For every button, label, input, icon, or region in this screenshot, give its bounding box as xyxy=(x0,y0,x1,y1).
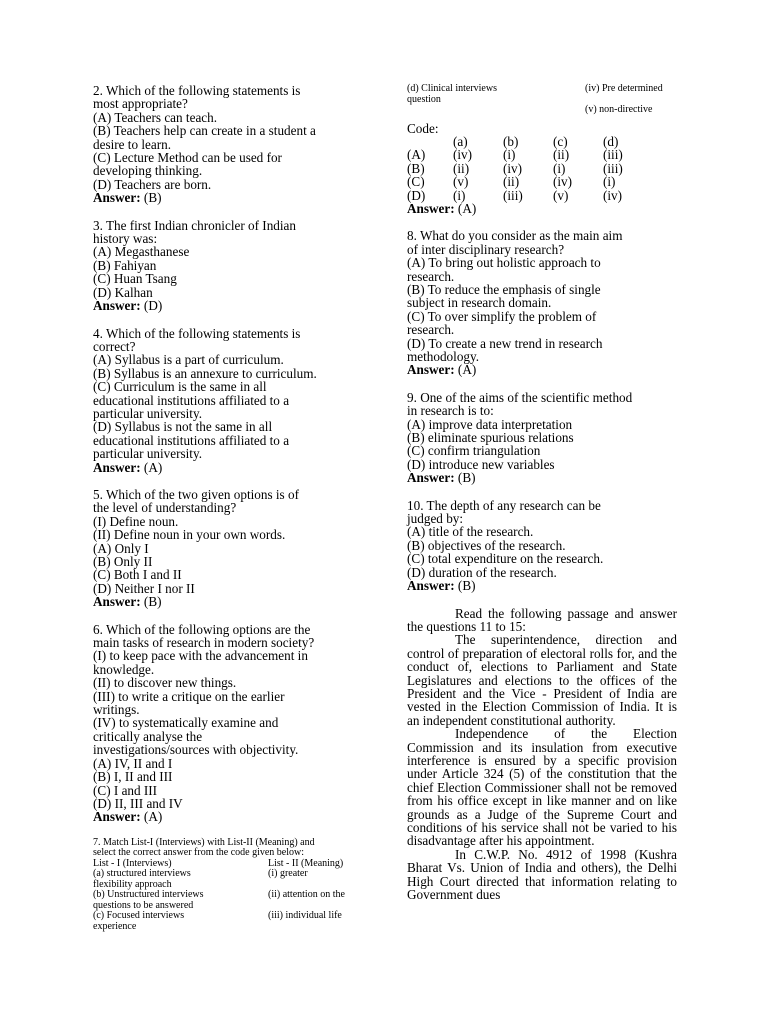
answer-line xyxy=(93,810,355,823)
code-cell: (d) xyxy=(603,133,619,149)
question-9 xyxy=(407,391,677,485)
question-line: (II) to discover new things. xyxy=(93,675,237,691)
answer-label: Answer: xyxy=(407,578,455,594)
question-line: particular university. xyxy=(93,446,203,462)
answer-line xyxy=(93,299,355,312)
list-2-cell: List - II (Meaning) xyxy=(268,857,344,869)
list-2-cell: (iv) Pre determined xyxy=(585,83,663,94)
question-line: in research is to: xyxy=(407,403,494,419)
answer-label: Answer: xyxy=(407,362,455,378)
code-cell: (b) xyxy=(503,133,519,149)
answer-line xyxy=(93,191,355,204)
question-line: (C) I and III xyxy=(93,782,158,798)
question-line: (C) Both I and II xyxy=(93,567,182,583)
list-2-cell xyxy=(268,922,355,933)
question-line: (B) Only II xyxy=(93,554,153,569)
code-cell: (i) xyxy=(603,174,616,190)
code-cell xyxy=(407,135,453,148)
question-line: (B) objectives of the research. xyxy=(407,537,566,553)
question-10 xyxy=(407,499,677,593)
code-cell: (A) xyxy=(407,147,426,163)
question-3 xyxy=(93,219,355,313)
question-6 xyxy=(93,623,355,824)
answer-line xyxy=(407,579,677,592)
question-line: methodology. xyxy=(407,349,480,364)
question-line: judged by: xyxy=(407,511,464,527)
answer-value: (B) xyxy=(454,470,476,486)
code-label: Code: xyxy=(407,120,439,136)
passage-paragraph: In C.W.P. No. 4912 of 1998 (Kushra Bharat Vs. Union of India and others), the Delhi High Court directed that information relating to Government dues xyxy=(407,846,677,903)
question-line: (I) Define noun. xyxy=(93,513,179,529)
answer-value: (A) xyxy=(454,200,477,216)
answer-line xyxy=(407,471,677,484)
answer-line xyxy=(407,363,677,376)
question-4 xyxy=(93,327,355,474)
answer-code-block xyxy=(407,122,677,216)
question-line: history was: xyxy=(93,231,158,247)
answer-value: (B) xyxy=(454,578,476,594)
question-line: main tasks of research in modern society? xyxy=(93,635,315,651)
question-line: (D) Teachers are born. xyxy=(93,176,212,192)
question-line: knowledge. xyxy=(93,661,155,677)
code-row xyxy=(407,175,653,188)
answer-label: Answer: xyxy=(93,809,141,825)
question-7-intro-line: 7. Match List-I (Interviews) with List-II (Meaning) and xyxy=(93,836,315,848)
question-line: (D) Neither I nor II xyxy=(93,580,195,596)
answer-value: (A) xyxy=(454,362,477,378)
question-line: 10. The depth of any research can be xyxy=(407,497,601,513)
code-cell: (B) xyxy=(407,160,425,176)
question-line: (C) To over simplify the problem of xyxy=(407,308,597,324)
question-line: (A) title of the research. xyxy=(407,524,534,540)
list-2-cell: (v) non-directive xyxy=(585,104,653,115)
question-line: research. xyxy=(407,322,455,338)
answer-label: Answer: xyxy=(93,594,141,610)
code-cell: (iv) xyxy=(603,187,623,203)
question-line: (A) IV, II and I xyxy=(93,755,173,771)
question-line: 3. The first Indian chronicler of Indian xyxy=(93,217,296,233)
question-line: (D) Syllabus is not the same in all xyxy=(93,419,273,435)
code-cell: (ii) xyxy=(503,174,520,190)
code-row xyxy=(407,135,653,148)
question-line: (D) introduce new variables xyxy=(407,456,555,472)
match-row xyxy=(407,105,677,116)
question-line: (C) total expenditure on the research. xyxy=(407,551,604,567)
left-column xyxy=(93,84,355,932)
question-line: research. xyxy=(407,268,455,284)
answer-label: Answer: xyxy=(407,470,455,486)
question-line: educational institutions affiliated to a xyxy=(93,392,290,408)
answer-value: (B) xyxy=(140,190,162,206)
match-list-table xyxy=(93,859,355,933)
question-line: 5. Which of the two given options is of xyxy=(93,486,299,502)
question-line: (A) improve data interpretation xyxy=(407,416,573,432)
list-2-cell: (ii) attention on the xyxy=(268,889,345,901)
code-cell: (v) xyxy=(553,187,569,203)
code-cell: (ii) xyxy=(453,160,470,176)
list-1-cell: questions to be answered xyxy=(93,899,194,911)
code-row xyxy=(407,162,653,175)
code-cell: (i) xyxy=(553,160,566,176)
question-8 xyxy=(407,229,677,376)
passage-intro: Read the following passage and answer the questions 11 to 15: xyxy=(407,605,677,634)
code-cell: (i) xyxy=(503,147,516,163)
code-cell: (C) xyxy=(407,174,425,190)
code-cell: (c) xyxy=(553,133,568,149)
match-row xyxy=(407,84,677,95)
question-line: (II) Define noun in your own words. xyxy=(93,527,286,543)
passage-paragraph: Independence of the Election Commission and its insulation from executive interference is ensured by a specific provision under Article 324 (5) of the constitution that the chief Election Commissioner shall not be removed from his office except in like manner and on like grounds as a Judge of the Supreme Court and conditions of his service shall not be varied to his disadvantage after his appointment. xyxy=(407,726,677,849)
list-2-cell: (iii) individual life xyxy=(268,910,342,922)
answer-label: Answer: xyxy=(93,298,141,314)
code-cell: (iv) xyxy=(453,147,473,163)
answer-label: Answer: xyxy=(93,459,141,475)
question-line: 9. One of the aims of the scientific method xyxy=(407,389,633,405)
reading-passage xyxy=(407,607,677,902)
question-line: investigations/sources with objectivity. xyxy=(93,742,299,758)
question-line: most appropriate? xyxy=(93,96,188,112)
code-cell: (iii) xyxy=(603,160,623,176)
list-1-cell: flexibility approach xyxy=(93,878,172,890)
answer-value: (A) xyxy=(140,809,163,825)
match-row xyxy=(93,922,355,933)
question-line: 2. Which of the following statements is xyxy=(93,83,301,98)
question-line: (B) Fahiyan xyxy=(93,257,157,273)
code-cell: (iv) xyxy=(553,174,573,190)
question-line: (C) Lecture Method can be used for xyxy=(93,150,282,166)
question-line: 8. What do you consider as the main aim xyxy=(407,228,623,244)
question-line: (C) Huan Tsang xyxy=(93,271,177,287)
question-line: (C) confirm triangulation xyxy=(407,443,541,459)
question-line: (D) duration of the research. xyxy=(407,564,557,580)
question-line: (III) to write a critique on the earlier xyxy=(93,688,285,704)
list-1-cell: experience xyxy=(93,920,137,932)
question-line: (A) Teachers can teach. xyxy=(93,109,218,125)
question-line: (B) eliminate spurious relations xyxy=(407,430,574,446)
match-list-continued xyxy=(407,84,677,116)
question-line: (D) To create a new trend in research xyxy=(407,335,603,351)
question-line: 4. Which of the following statements is xyxy=(93,325,301,341)
question-line: the level of understanding? xyxy=(93,500,237,516)
question-line: (B) I, II and III xyxy=(93,769,173,785)
question-line: (A) Only I xyxy=(93,540,149,556)
list-1-cell: (c) Focused interviews xyxy=(93,910,185,922)
answer-value: (D) xyxy=(140,298,163,314)
question-line: (C) Curriculum is the same in all xyxy=(93,379,267,395)
code-row xyxy=(407,148,653,161)
code-table xyxy=(407,135,653,202)
code-cell: (ii) xyxy=(553,147,570,163)
answer-line xyxy=(93,595,355,608)
question-line: particular university. xyxy=(93,405,203,421)
list-1-cell: question xyxy=(407,93,441,105)
question-line: (D) Kalhan xyxy=(93,284,153,300)
question-line: educational institutions affiliated to a xyxy=(93,432,290,448)
question-line: (B) Teachers help can create in a student a xyxy=(93,123,316,139)
question-line: of inter disciplinary research? xyxy=(407,241,565,257)
question-line: (I) to keep pace with the advancement in xyxy=(93,648,308,664)
list-2-cell: (i) greater xyxy=(268,868,308,880)
list-1-cell xyxy=(407,105,585,116)
right-column xyxy=(407,84,677,901)
code-row xyxy=(407,189,653,202)
question-line: developing thinking. xyxy=(93,163,203,179)
question-2 xyxy=(93,84,355,205)
answer-line xyxy=(93,461,355,474)
question-line: (B) Syllabus is an annexure to curriculum. xyxy=(93,365,317,381)
code-cell: (i) xyxy=(453,187,466,203)
code-cell: (D) xyxy=(407,187,426,203)
question-5 xyxy=(93,488,355,609)
list-1-cell: (a) structured interviews xyxy=(93,868,191,880)
list-1-cell: List - I (Interviews) xyxy=(93,857,172,869)
code-cell: (iii) xyxy=(503,187,523,203)
list-1-cell: (d) Clinical interviews xyxy=(407,83,497,94)
question-line: subject in research domain. xyxy=(407,295,552,311)
question-line: (D) II, III and IV xyxy=(93,795,183,811)
question-line: critically analyse the xyxy=(93,728,203,744)
code-cell: (v) xyxy=(453,174,469,190)
question-line: (A) Syllabus is a part of curriculum. xyxy=(93,352,284,368)
answer-value: (A) xyxy=(140,459,163,475)
answer-label: Answer: xyxy=(407,200,455,216)
answer-label: Answer: xyxy=(93,190,141,206)
question-line: (A) To bring out holistic approach to xyxy=(407,255,601,271)
question-line: (IV) to systematically examine and xyxy=(93,715,279,731)
question-line: desire to learn. xyxy=(93,136,171,152)
question-7-intro-line: select the correct answer from the code given below: xyxy=(93,847,305,859)
question-line: 6. Which of the following options are the xyxy=(93,621,311,637)
question-7 xyxy=(93,838,355,933)
code-cell: (iii) xyxy=(603,147,623,163)
question-line: correct? xyxy=(93,338,136,354)
answer-line xyxy=(407,202,677,215)
code-cell: (iv) xyxy=(503,160,523,176)
question-line: writings. xyxy=(93,702,140,718)
answer-value: (B) xyxy=(140,594,162,610)
list-1-cell: (b) Unstructured interviews xyxy=(93,889,204,901)
code-cell: (a) xyxy=(453,133,468,149)
question-line: (A) Megasthanese xyxy=(93,244,190,260)
passage-paragraph: The superintendence, direction and control of preparation of electoral rolls for, and the conduct of, elections to Parliament and State Legislatures and elections to the offices of the President and the Vice - President of India are vested in the Election Commission of India. It is an independent constitutional authority. xyxy=(407,632,677,728)
question-line: (B) To reduce the emphasis of single xyxy=(407,281,601,297)
